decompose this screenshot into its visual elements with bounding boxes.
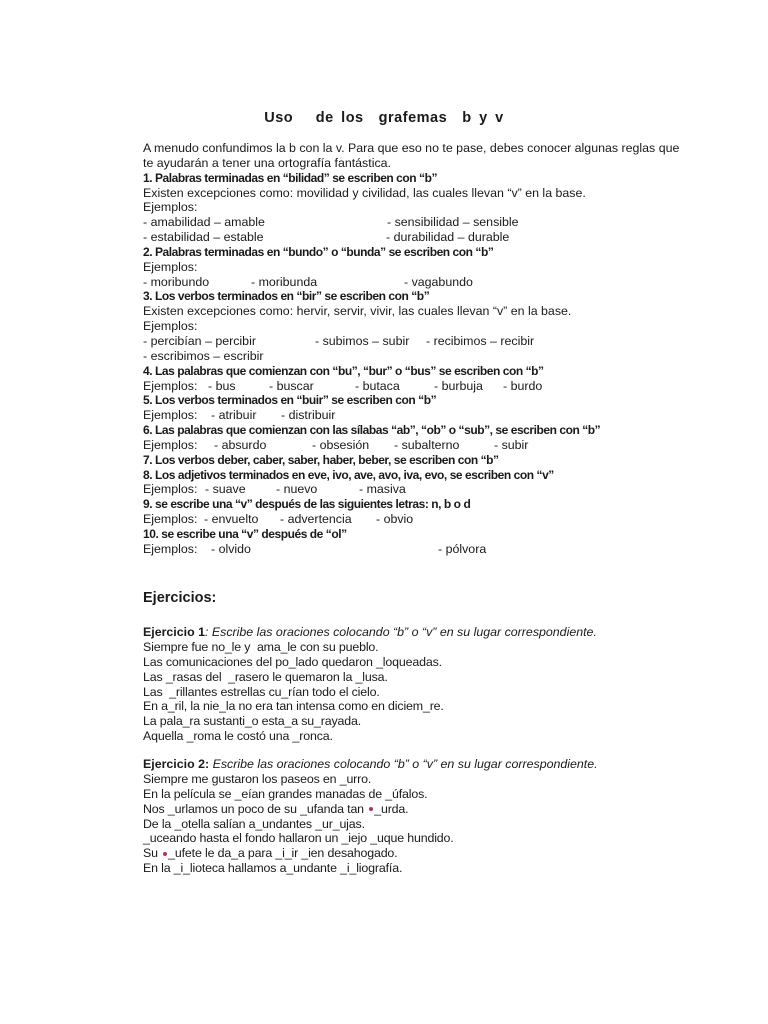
annotation-marker-icon [163,852,167,856]
example-item: - absurdo [214,437,267,452]
sentence-part: Su [143,846,162,861]
rule-3-heading: 3. Los verbos terminados en “bir” se escriben con “b” [143,289,430,304]
exercise-2-header [143,757,703,772]
rule-1-example-row [143,230,683,245]
rule-6-example-row [143,438,683,453]
page-title: Uso de los grafemas b y v [264,110,504,126]
example-item: - burbuja [434,378,483,393]
exercise-1-title: Ejercicio 1 [143,625,205,639]
rule-1-exceptions: Existen excepciones como: movilidad y civilidad, las cuales llevan “v” en la base. [143,185,586,200]
intro-paragraph: A menudo confundimos la b con la v. Para que eso no te pase, debes conocer algunas reglas que te ayudarán a tener una ortografía fantástica. [143,141,680,170]
exercise-1-instruction: : Escribe las oraciones colocando “b” o “v” en su lugar correspondiente. [205,625,597,639]
example-item: - envuelto [204,512,259,527]
example-item: - moribundo [143,274,210,289]
rule-3-example-extra: - escribimos – escribir [143,348,264,363]
example-item: - subalterno [394,437,460,452]
annotation-marker-icon [369,807,373,811]
sentence-part: _urda. [374,801,409,816]
examples-label: Ejemplos: [143,541,198,556]
exercise-sentence: Siempre me gustaron los paseos en _urro. [143,771,372,786]
example-item: - amabilidad – amable [143,215,265,230]
exercise-1 [143,625,703,744]
exercise-sentence [143,802,703,817]
example-item: - butaca [355,378,400,393]
example-item: - recibimos – recibir [426,333,535,348]
rule-1-examples-label: Ejemplos: [143,200,198,215]
exercise-2 [143,757,703,876]
exercise-sentence: Aquella _roma le costó una _ronca. [143,729,333,744]
rule-4-heading: 4. Las palabras que comienzan con “bu”, “bur” o “bus” se escriben con “b” [143,363,544,378]
examples-label: Ejemplos: [143,378,198,393]
example-item: - olvido [211,541,251,556]
rule-2-example-row [143,275,683,290]
exercise-2-title: Ejercicio 2: [143,757,210,771]
exercise-sentence [143,846,703,861]
exercise-sentence: _uceando hasta el fondo hallaron un _iejo _uque hundido. [143,831,454,846]
rule-7-heading: 7. Los verbos deber, caber, saber, haber, beber, se escriben con “b” [143,452,499,467]
example-item: - nuevo [276,482,318,497]
exercise-sentence: Las comunicaciones del po_lado quedaron _loqueadas. [143,654,442,669]
example-item: - advertencia [280,512,352,527]
rule-9-example-row [143,512,683,527]
rule-8-example-row [143,482,683,497]
sentence-part: _ufete le da_a para _i_ir _ien desahogado. [168,846,398,861]
example-item: - sensibilidad – sensible [387,215,519,230]
rule-9-heading: 9. se escribe una “v” después de las siguientes letras: n, b o d [143,497,471,512]
rule-5-example-row [143,408,683,423]
rule-6-heading: 6. Las palabras que comienzan con las sílabas “ab”, “ob” o “sub”, se escriben con “b” [143,423,601,438]
example-item: - pólvora [438,541,487,556]
examples-label: Ejemplos: [143,437,198,452]
examples-label: Ejemplos: [143,408,198,423]
exercise-sentence: En la película se _eían grandes manadas de _úfalos. [143,786,428,801]
exercise-sentence: Siempre fue no_le y ama_le con su pueblo. [143,639,379,654]
exercise-2-instruction: Escribe las oraciones colocando “b” o “v” en su lugar correspondiente. [209,757,598,771]
examples-label: Ejemplos: [143,512,198,527]
exercise-sentence: En a_ril, la nie_la no era tan intensa como en diciem_re. [143,699,444,714]
example-item: - subimos – subir [315,333,410,348]
rule-10-example-row [143,542,683,557]
rule-5-heading: 5. Los verbos terminados en “buir” se escriben con “b” [143,393,437,408]
example-item: - moribunda [251,274,318,289]
rules-section [143,141,683,557]
rule-3-examples-label: Ejemplos: [143,319,198,334]
exercises-heading: Ejercicios: [143,590,217,606]
example-item: - buscar [269,378,314,393]
rule-10-heading: 10. se escribe una “v” después de “ol” [143,526,347,541]
rule-8-heading: 8. Los adjetivos terminados en eve, ivo, ave, avo, iva, evo, se escriben con “v” [143,467,554,482]
example-item: - percibían – percibir [143,333,256,348]
example-item: - atribuir [211,408,257,423]
rule-4-example-row [143,379,683,394]
example-item: - bus [208,378,236,393]
rule-3-exceptions: Existen excepciones como: hervir, servir, vivir, las cuales llevan “v” en la base. [143,304,572,319]
example-item: - burdo [503,378,543,393]
example-item: - masiva [359,482,406,497]
rule-2-examples-label: Ejemplos: [143,259,198,274]
rule-1-example-row [143,215,683,230]
exercise-sentence: Las _rillantes estrellas cu_rían todo el cielo. [143,684,380,699]
rule-3-example-row [143,334,683,349]
exercise-sentence: La pala_ra sustanti_o esta_a su_rayada. [143,714,362,729]
example-item: - distribuir [281,408,336,423]
rule-1-heading: 1. Palabras terminadas en “bilidad” se escriben con “b” [143,170,438,185]
exercise-sentence: De la _otella salían a_undantes _ur_ujas. [143,816,365,831]
example-item: - obsesión [312,437,370,452]
exercise-sentence: En la _i_lioteca hallamos a_undante _i_liografía. [143,861,403,876]
exercise-sentence: Las _rasas del _rasero le quemaron la _lusa. [143,669,388,684]
example-item: - vagabundo [404,274,473,289]
rule-2-heading: 2. Palabras terminadas en “bundo” o “bunda” se escriben con “b” [143,244,494,259]
examples-label: Ejemplos: [143,482,198,497]
sentence-part: Nos _urlamos un poco de su _ufanda tan [143,801,368,816]
example-item: - durabilidad – durable [386,230,510,245]
example-item: - obvio [376,512,414,527]
exercise-1-header [143,625,703,640]
example-item: - suave [205,482,246,497]
example-item: - subir [494,437,529,452]
example-item: - estabilidad – estable [143,230,264,245]
